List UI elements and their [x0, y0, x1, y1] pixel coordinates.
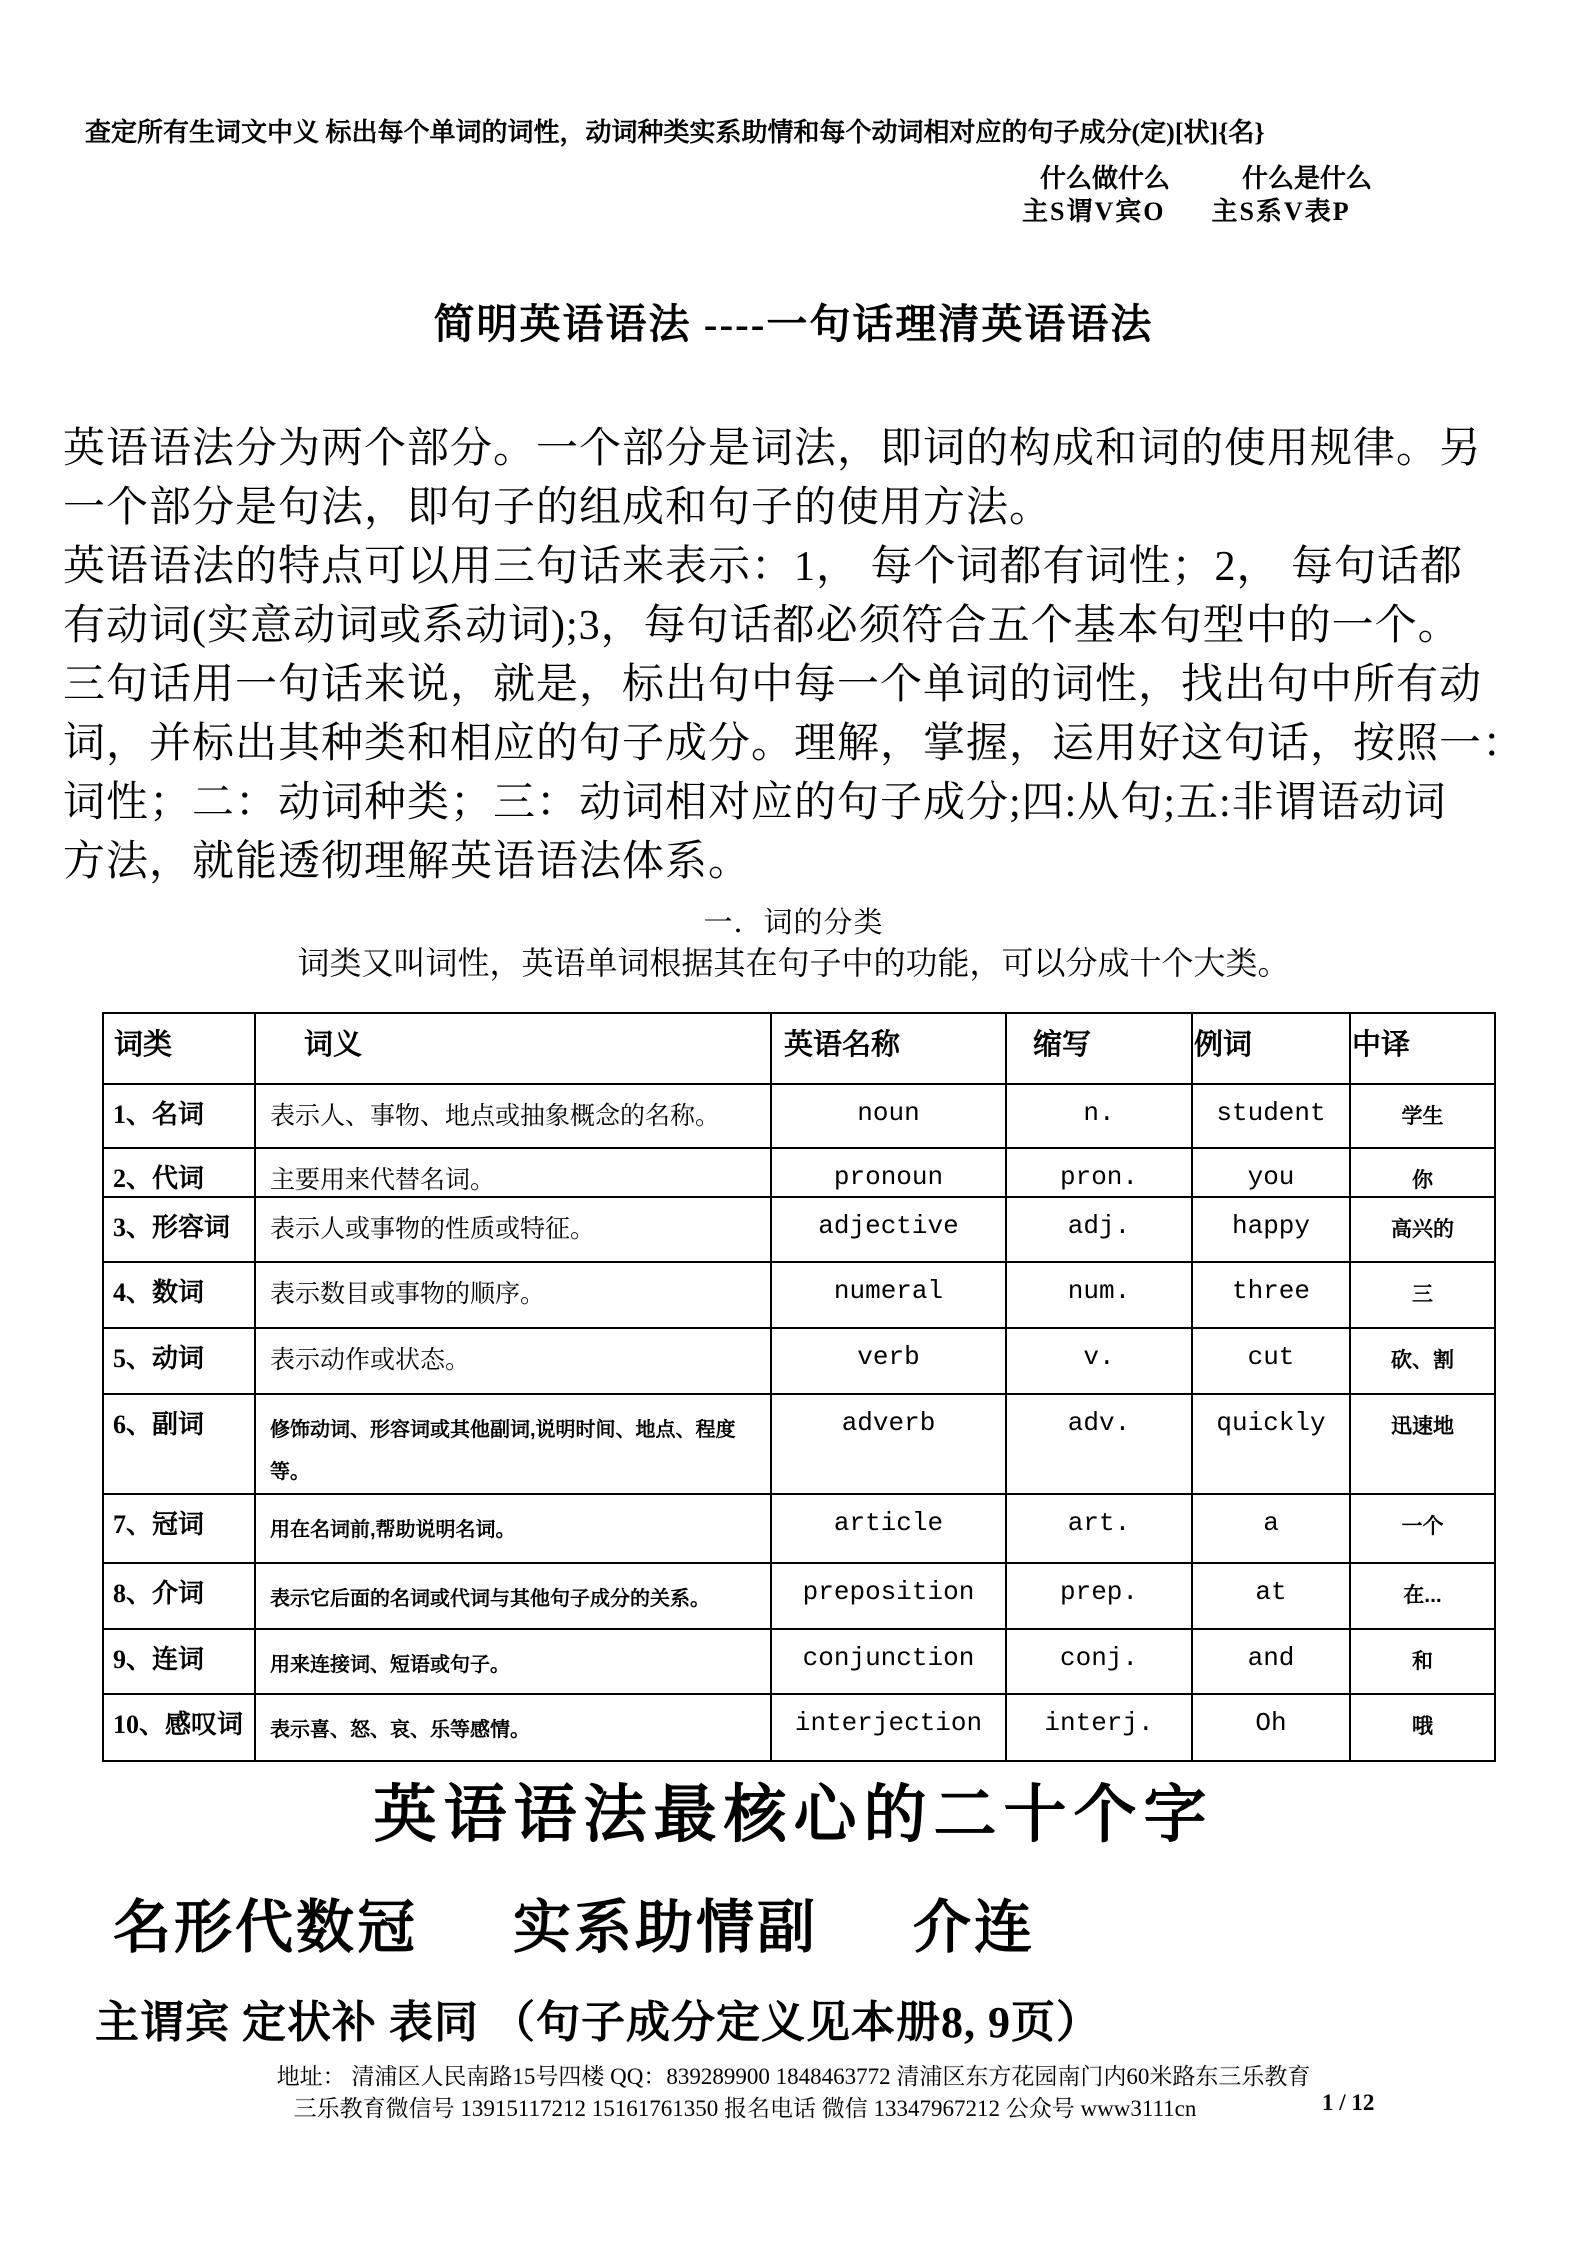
- page-title: 简明英语语法 ----一句话理清英语语法: [433, 301, 1154, 347]
- cell-meaning: 主要用来代替名词。: [255, 1148, 771, 1197]
- cell-abbreviation: num.: [1006, 1262, 1192, 1328]
- cell-meaning: 用在名词前,帮助说明名词。: [255, 1494, 771, 1563]
- table-row-adverb: [103, 1394, 1495, 1494]
- col-header-example: 例词: [1192, 1013, 1350, 1084]
- annotation-what-does-what: 什么做什么: [1040, 164, 1171, 193]
- table-row-article: [103, 1494, 1495, 1563]
- col-header-english-name: 英语名称: [771, 1013, 1006, 1084]
- annotation-line-2: [1040, 158, 1372, 195]
- cell-example: at: [1192, 1563, 1350, 1629]
- cell-meaning: 修饰动词、形容词或其他副词,说明时间、地点、程度等。: [255, 1394, 771, 1494]
- intro-line: 三句话用一句话来说，就是，标出句中每一个单词的词性，找出句中所有动: [63, 662, 1483, 708]
- core-group-verbs: 实系助情副: [513, 1895, 819, 1960]
- cell-meaning: 表示喜、怒、哀、乐等感情。: [255, 1694, 771, 1761]
- table-row-preposition: [103, 1563, 1495, 1629]
- intro-line: 英语语法分为两个部分。一个部分是词法，即词的构成和词的使用规律。另: [63, 426, 1483, 472]
- cell-chinese: 学生: [1350, 1084, 1495, 1148]
- cell-abbreviation: prep.: [1006, 1563, 1192, 1629]
- cell-english-name: numeral: [771, 1262, 1006, 1328]
- cell-chinese: 三: [1350, 1262, 1495, 1328]
- cell-chinese: 一个: [1350, 1494, 1495, 1563]
- cell-abbreviation: v.: [1006, 1328, 1192, 1394]
- cell-example: happy: [1192, 1197, 1350, 1262]
- cell-example: student: [1192, 1084, 1350, 1148]
- cell-example: you: [1192, 1148, 1350, 1197]
- cell-chinese: 和: [1350, 1629, 1495, 1694]
- footer-contact-line: 三乐教育微信号 13915117212 15161761350 报名电话 微信 13347967212 公众号 www3111cn: [293, 2096, 1197, 2121]
- page-number: 1 / 12: [1322, 2090, 1375, 2115]
- cell-chinese: 你: [1350, 1148, 1495, 1197]
- annotation-what-is-what: 什么是什么: [1242, 164, 1373, 193]
- intro-line: 英语语法的特点可以用三句话来表示：1， 每个词都有词性；2， 每句话都: [63, 544, 1464, 590]
- cell-english-name: pronoun: [771, 1148, 1006, 1197]
- cell-word-class: 5、动词: [103, 1328, 255, 1394]
- cell-english-name: conjunction: [771, 1629, 1006, 1694]
- cell-english-name: noun: [771, 1084, 1006, 1148]
- cell-example: a: [1192, 1494, 1350, 1563]
- intro-paragraphs: [63, 420, 1533, 892]
- cell-english-name: article: [771, 1494, 1006, 1563]
- cell-abbreviation: adj.: [1006, 1197, 1192, 1262]
- cell-chinese: 迅速地: [1350, 1394, 1495, 1494]
- cell-meaning: 用来连接词、短语或句子。: [255, 1629, 771, 1694]
- cell-word-class: 7、冠词: [103, 1494, 255, 1563]
- cell-abbreviation: adv.: [1006, 1394, 1192, 1494]
- table-row-conjunction: [103, 1629, 1495, 1694]
- col-header-chinese: 中译: [1350, 1013, 1495, 1084]
- cell-chinese: 哦: [1350, 1694, 1495, 1761]
- cell-chinese: 砍、割: [1350, 1328, 1495, 1394]
- table-row-pronoun: [103, 1148, 1495, 1197]
- cell-meaning: 表示动作或状态。: [255, 1328, 771, 1394]
- cell-chinese: 在...: [1350, 1563, 1495, 1629]
- annotation-svp: 主S系V表P: [1211, 197, 1351, 226]
- intro-line: 一个部分是句法，即句子的组成和句子的使用方法。: [63, 485, 1053, 531]
- cell-word-class: 4、数词: [103, 1262, 255, 1328]
- col-header-abbreviation: 缩写: [1006, 1013, 1192, 1084]
- sentence-components-line: 主谓宾 定状补 表同 （句子成分定义见本册8, 9页）: [95, 1998, 1101, 2047]
- cell-meaning: 表示人、事物、地点或抽象概念的名称。: [255, 1084, 771, 1148]
- word-classes-table: [102, 1012, 1496, 1762]
- cell-example: and: [1192, 1629, 1350, 1694]
- table-row-adjective: [103, 1197, 1495, 1262]
- intro-line: 有动词(实意动词或系动词);3，每句话都必须符合五个基本句型中的一个。: [63, 603, 1461, 649]
- cell-word-class: 3、形容词: [103, 1197, 255, 1262]
- cell-english-name: interjection: [771, 1694, 1006, 1761]
- cell-english-name: adverb: [771, 1394, 1006, 1494]
- cell-abbreviation: n.: [1006, 1084, 1192, 1148]
- cell-abbreviation: conj.: [1006, 1629, 1192, 1694]
- table-header-row: [103, 1013, 1495, 1084]
- annotation-line-3: [1022, 191, 1351, 228]
- cell-word-class: 2、代词: [103, 1148, 255, 1197]
- annotation-line-1: 查定所有生词文中义 标出每个单词的词性，动词种类实系助情和每个动词相对应的句子成分(定)[状]{名}: [85, 118, 1265, 147]
- section-heading: 一．词的分类: [703, 907, 884, 939]
- cell-meaning: 表示人或事物的性质或特征。: [255, 1197, 771, 1262]
- cell-meaning: 表示它后面的名词或代词与其他句子成分的关系。: [255, 1563, 771, 1629]
- core-group-connectors: 介连: [913, 1895, 1036, 1960]
- cell-english-name: preposition: [771, 1563, 1006, 1629]
- core-word-groups: [113, 1880, 1035, 1964]
- table-row-noun: [103, 1084, 1495, 1148]
- section-subtitle: 词类又叫词性，英语单词根据其在句子中的功能，可以分成十个大类。: [297, 945, 1290, 981]
- cell-abbreviation: pron.: [1006, 1148, 1192, 1197]
- cell-abbreviation: art.: [1006, 1494, 1192, 1563]
- cell-word-class: 9、连词: [103, 1629, 255, 1694]
- core-twenty-words-heading: 英语语法最核心的二十个字: [373, 1780, 1214, 1850]
- cell-english-name: adjective: [771, 1197, 1006, 1262]
- table-row-verb: [103, 1328, 1495, 1394]
- core-group-notional: 名形代数冠: [113, 1895, 419, 1960]
- cell-example: quickly: [1192, 1394, 1350, 1494]
- col-header-word-class: 词类: [103, 1013, 255, 1084]
- cell-word-class: 8、介词: [103, 1563, 255, 1629]
- cell-example: three: [1192, 1262, 1350, 1328]
- intro-line: 词性；二：动词种类；三：动词相对应的句子成分;四:从句;五:非谓语动词: [63, 780, 1447, 826]
- cell-meaning: 表示数目或事物的顺序。: [255, 1262, 771, 1328]
- cell-word-class: 6、副词: [103, 1394, 255, 1494]
- cell-chinese: 高兴的: [1350, 1197, 1495, 1262]
- footer-address-line: 地址： 清浦区人民南路15号四楼 QQ：839289900 1848463772 清浦区东方花园南门内60米路东三乐教育: [276, 2064, 1311, 2089]
- table-row-numeral: [103, 1262, 1495, 1328]
- cell-example: Oh: [1192, 1694, 1350, 1761]
- col-header-meaning: 词义: [255, 1013, 771, 1084]
- cell-abbreviation: interj.: [1006, 1694, 1192, 1761]
- cell-english-name: verb: [771, 1328, 1006, 1394]
- intro-line: 方法，就能透彻理解英语语法体系。: [63, 839, 752, 885]
- table-row-interjection: [103, 1694, 1495, 1761]
- cell-word-class: 10、感叹词: [103, 1694, 255, 1761]
- intro-line: 词，并标出其种类和相应的句子成分。理解，掌握，运用好这句话，按照一：: [63, 721, 1526, 767]
- annotation-svo: 主S谓V宾O: [1022, 197, 1166, 226]
- cell-example: cut: [1192, 1328, 1350, 1394]
- cell-word-class: 1、名词: [103, 1084, 255, 1148]
